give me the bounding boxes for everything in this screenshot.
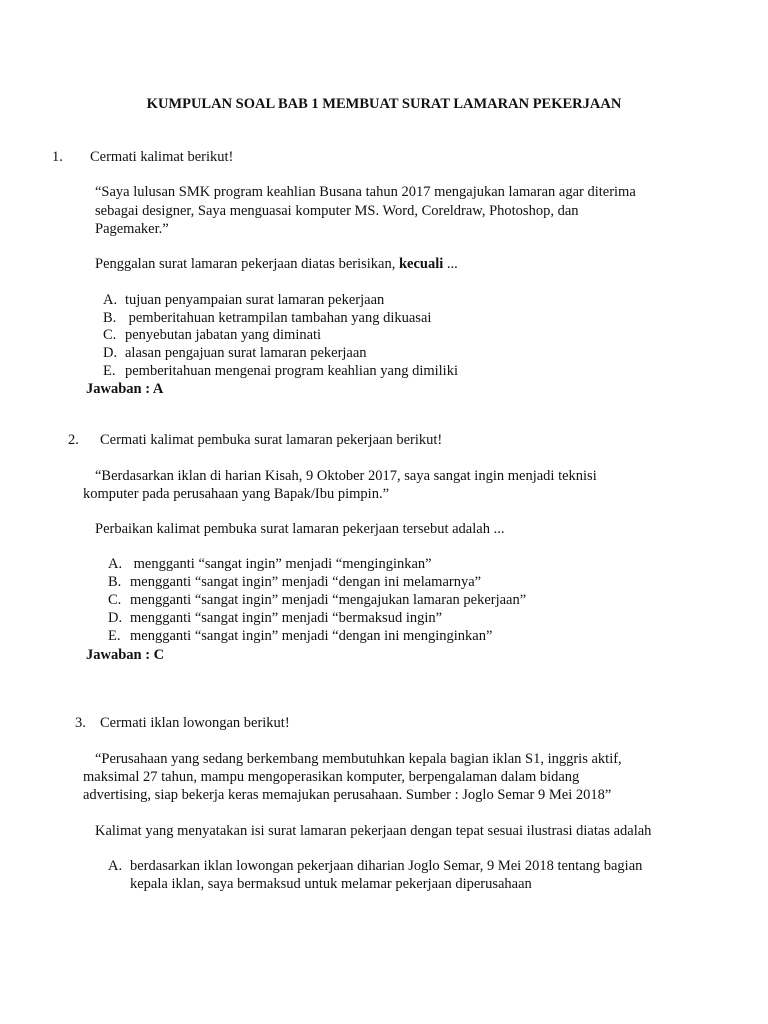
option-text: mengganti “sangat ingin” menjadi “menginginkan” [130, 556, 432, 572]
option-c [108, 591, 526, 609]
option-text: mengganti “sangat ingin” menjadi “mengajukan lamaran pekerjaan” [130, 592, 527, 608]
question-prompt: Cermati kalimat berikut! [90, 149, 234, 165]
option-letter: C. [108, 592, 122, 608]
option-letter: E. [103, 363, 116, 379]
option-letter: C. [103, 327, 117, 343]
quote-line: Pagemaker.” [95, 221, 169, 237]
option-letter: D. [108, 610, 123, 626]
option-text: mengganti “sangat ingin” menjadi “dengan ini melamarnya” [130, 574, 482, 590]
question-prompt: Cermati iklan lowongan berikut! [100, 715, 290, 731]
option-letter: A. [108, 556, 123, 572]
option-b [108, 573, 481, 591]
quote-line: “Berdasarkan iklan di harian Kisah, 9 Oktober 2017, saya sangat ingin menjadi teknisi [95, 468, 597, 484]
option-letter: B. [103, 310, 117, 326]
quote-line: komputer pada perusahaan yang Bapak/Ibu pimpin.” [83, 486, 390, 502]
question-text: Perbaikan kalimat pembuka surat lamaran pekerjaan tersebut adalah ... [95, 521, 505, 537]
option-a-continuation: kepala iklan, saya bermaksud untuk melamar pekerjaan diperusahaan [130, 876, 532, 892]
option-text: alasan pengajuan surat lamaran pekerjaan [125, 345, 367, 361]
option-letter: E. [108, 628, 121, 644]
question-text: Kalimat yang menyatakan isi surat lamaran pekerjaan dengan tepat sesuai ilustrasi diatas adalah [95, 823, 652, 839]
option-e [103, 362, 458, 380]
question-number: 1. [52, 149, 63, 165]
option-d [103, 344, 367, 362]
quote-line: “Perusahaan yang sedang berkembang membutuhkan kepala bagian iklan S1, inggris aktif, [95, 751, 622, 767]
document-title: KUMPULAN SOAL BAB 1 MEMBUAT SURAT LAMARAN PEKERJAAN [146, 96, 622, 112]
option-text: pemberitahuan ketrampilan tambahan yang dikuasai [125, 310, 432, 326]
option-a [108, 857, 642, 875]
option-a [103, 291, 384, 309]
option-e [108, 627, 492, 645]
quote-line: maksimal 27 tahun, mampu mengoperasikan komputer, berpengalaman dalam bidang [83, 769, 580, 785]
question-number: 3. [75, 715, 86, 731]
option-text: mengganti “sangat ingin” menjadi “bermaksud ingin” [130, 610, 443, 626]
option-text: pemberitahuan mengenai program keahlian yang dimiliki [125, 363, 458, 379]
option-letter: A. [108, 858, 123, 874]
option-letter: D. [103, 345, 118, 361]
quote-line: sebagai designer, Saya menguasai komputer MS. Word, Coreldraw, Photoshop, dan [95, 203, 579, 219]
option-text: tujuan penyampaian surat lamaran pekerjaan [125, 292, 385, 308]
option-letter: B. [108, 574, 122, 590]
question-number: 2. [68, 432, 79, 448]
quote-line: advertising, siap bekerja keras memajukan perusahaan. Sumber : Joglo Semar 9 Mei 2018” [83, 787, 612, 803]
option-letter: A. [103, 292, 118, 308]
question-text-tail: ... [443, 256, 458, 272]
option-text: mengganti “sangat ingin” menjadi “dengan ini menginginkan” [130, 628, 493, 644]
question-text-emphasis: kecuali [398, 256, 444, 272]
option-text: penyebutan jabatan yang diminati [125, 327, 322, 343]
question-text-main: Penggalan surat lamaran pekerjaan diatas berisikan, [95, 256, 399, 272]
answer-key: Jawaban : A [86, 381, 164, 397]
question-prompt: Cermati kalimat pembuka surat lamaran pekerjaan berikut! [100, 432, 443, 448]
option-d [108, 609, 442, 627]
option-a [108, 555, 432, 573]
quote-line: “Saya lulusan SMK program keahlian Busana tahun 2017 mengajukan lamaran agar diterima [95, 184, 636, 200]
option-b [103, 309, 431, 327]
option-text: berdasarkan iklan lowongan pekerjaan diharian Joglo Semar, 9 Mei 2018 tentang bagian [130, 858, 643, 874]
answer-key: Jawaban : C [86, 647, 165, 663]
question-text [95, 255, 458, 273]
option-c [103, 326, 321, 344]
